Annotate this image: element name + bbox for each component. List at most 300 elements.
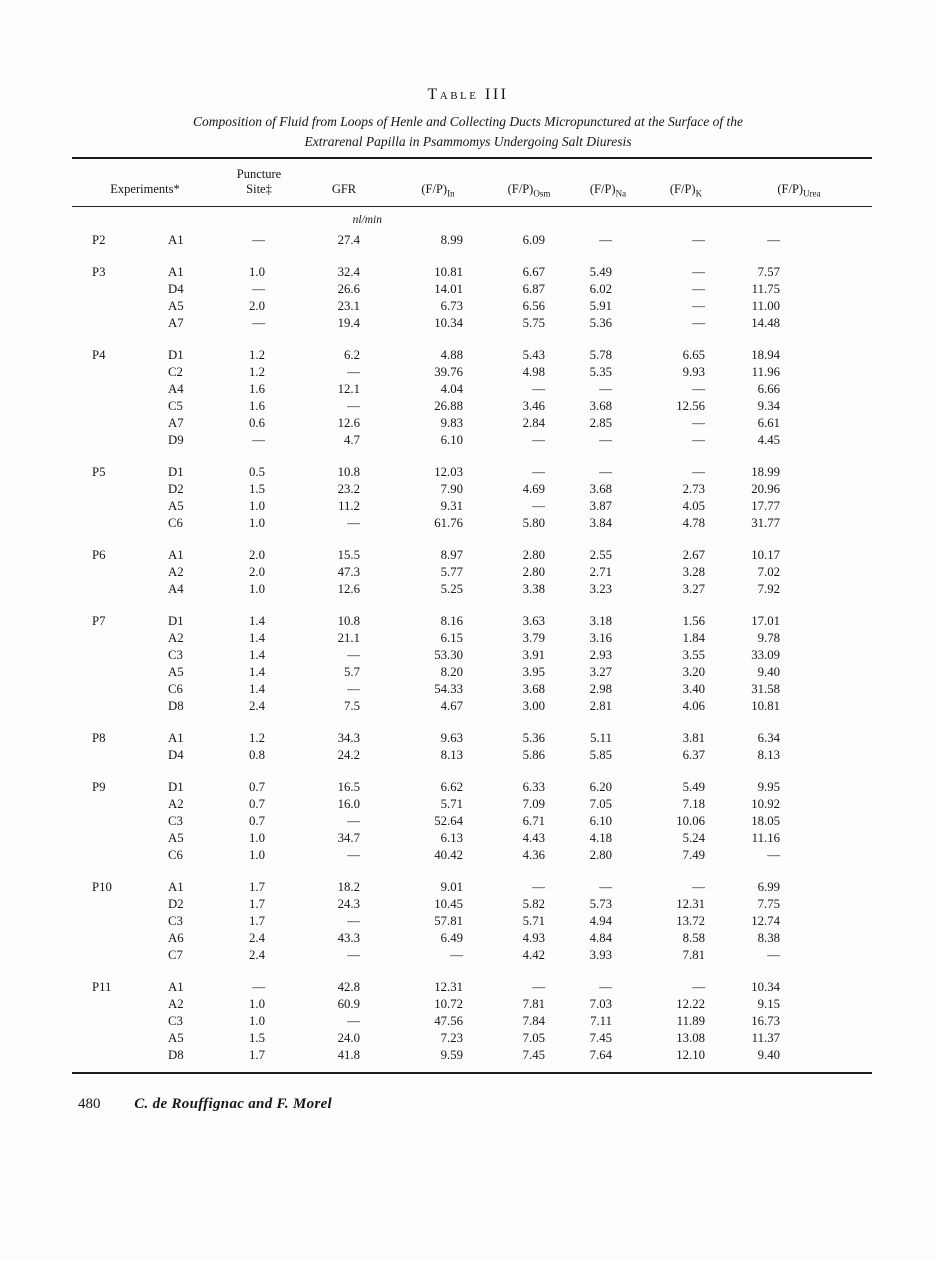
value-cell: 1.4 <box>249 614 265 628</box>
value-cell: — <box>692 980 705 994</box>
value-cell: 10.17 <box>751 548 780 562</box>
value-cell: 33.09 <box>751 648 780 662</box>
value-cell: — <box>347 399 360 413</box>
value-cell: 1.0 <box>249 1014 265 1028</box>
value-cell: 1.2 <box>249 348 265 362</box>
value-cell: 3.00 <box>522 699 545 713</box>
value-cell: 3.28 <box>682 565 705 579</box>
value-cell: 26.6 <box>337 282 360 296</box>
value-cell: 9.31 <box>440 499 463 513</box>
value-cell: — <box>252 282 265 296</box>
value-cell: 6.2 <box>344 348 360 362</box>
value-cell: 9.01 <box>440 880 463 894</box>
value-cell: 2.0 <box>249 548 265 562</box>
table-caption <box>138 112 798 152</box>
value-cell: 1.5 <box>249 482 265 496</box>
table-row <box>72 381 872 398</box>
value-cell: 5.78 <box>589 348 612 362</box>
value-cell: A5 <box>168 831 184 845</box>
value-cell: 7.03 <box>589 997 612 1011</box>
value-cell: A1 <box>168 548 184 562</box>
value-cell: 4.43 <box>522 831 545 845</box>
value-cell: 4.06 <box>682 699 705 713</box>
value-cell: — <box>692 433 705 447</box>
value-cell: 4.98 <box>522 365 545 379</box>
value-cell: 3.16 <box>589 631 612 645</box>
value-cell: 2.71 <box>589 565 612 579</box>
page-number: 480 <box>78 1096 101 1112</box>
value-cell: — <box>532 980 545 994</box>
value-cell: 5.24 <box>682 831 705 845</box>
value-cell: 53.30 <box>434 648 463 662</box>
value-cell: 1.0 <box>249 265 265 279</box>
value-cell: 16.73 <box>751 1014 780 1028</box>
value-cell: 4.88 <box>440 348 463 362</box>
value-cell: — <box>532 382 545 396</box>
value-cell: — <box>252 980 265 994</box>
value-cell: 3.40 <box>682 682 705 696</box>
value-cell: 18.05 <box>751 814 780 828</box>
experiment-label-cell: P6 <box>92 548 106 562</box>
value-cell: — <box>532 465 545 479</box>
value-cell: 5.25 <box>440 582 463 596</box>
value-cell: A2 <box>168 797 184 811</box>
value-cell: 6.02 <box>589 282 612 296</box>
value-cell: 14.48 <box>751 316 780 330</box>
experiment-label-cell <box>72 515 140 532</box>
value-cell: D2 <box>168 897 184 911</box>
value-cell: 10.34 <box>434 316 463 330</box>
value-cell: 60.9 <box>337 997 360 1011</box>
value-cell: 1.2 <box>249 365 265 379</box>
value-cell: 2.4 <box>249 699 265 713</box>
value-cell: 54.33 <box>434 682 463 696</box>
value-cell: 4.18 <box>589 831 612 845</box>
value-cell: 4.05 <box>682 499 705 513</box>
table-row <box>72 930 872 947</box>
value-cell: 9.40 <box>757 1048 780 1062</box>
value-cell: 5.77 <box>440 565 463 579</box>
value-cell: — <box>347 914 360 928</box>
fp-osm-header: $(F/P)_{Osm}$ <box>488 158 570 207</box>
value-cell: 7.18 <box>682 797 705 811</box>
value-cell: — <box>692 299 705 313</box>
value-cell: 7.81 <box>682 948 705 962</box>
value-cell: C6 <box>168 682 183 696</box>
value-cell: 7.09 <box>522 797 545 811</box>
value-cell: — <box>532 433 545 447</box>
value-cell: 11.96 <box>751 365 780 379</box>
value-cell: 2.67 <box>682 548 705 562</box>
value-cell: A4 <box>168 582 184 596</box>
value-cell: 12.1 <box>337 382 360 396</box>
value-cell: 1.6 <box>249 382 265 396</box>
fp-na-header: $(F/P)_{Na}$ <box>570 158 646 207</box>
value-cell: 19.4 <box>337 316 360 330</box>
caption-line-1: Composition of Fluid from Loops of Henle and Collecting Ducts Micropunctured at the Surface of the <box>192 114 744 129</box>
table-row <box>72 847 872 864</box>
value-cell: 26.88 <box>434 399 463 413</box>
experiments-header: Experiments* <box>72 158 218 207</box>
experiment-label-cell: P3 <box>92 265 106 279</box>
page-footer <box>78 1096 332 1113</box>
value-cell: 1.0 <box>249 582 265 596</box>
value-cell: 2.93 <box>589 648 612 662</box>
value-cell: 6.61 <box>757 416 780 430</box>
value-cell: 1.0 <box>249 516 265 530</box>
value-cell: 32.4 <box>337 265 360 279</box>
value-cell: 5.82 <box>522 897 545 911</box>
value-cell: — <box>347 682 360 696</box>
value-cell: 7.84 <box>522 1014 545 1028</box>
value-cell: 1.4 <box>249 682 265 696</box>
experiment-label-cell <box>72 298 140 315</box>
value-cell: — <box>532 499 545 513</box>
value-cell: 41.8 <box>337 1048 360 1062</box>
table-row <box>72 332 872 364</box>
value-cell: D4 <box>168 282 184 296</box>
value-cell: 4.45 <box>757 433 780 447</box>
value-cell: 10.8 <box>337 614 360 628</box>
value-cell: 34.7 <box>337 831 360 845</box>
value-cell: — <box>692 880 705 894</box>
value-cell: A2 <box>168 631 184 645</box>
value-cell: 8.13 <box>440 748 463 762</box>
experiment-label-cell <box>72 796 140 813</box>
value-cell: 6.49 <box>440 931 463 945</box>
value-cell: 15.5 <box>337 548 360 562</box>
experiment-label-cell <box>72 647 140 664</box>
value-cell: 9.83 <box>440 416 463 430</box>
value-cell: 2.4 <box>249 948 265 962</box>
value-cell: 9.95 <box>757 780 780 794</box>
value-cell: 5.36 <box>589 316 612 330</box>
value-cell: 0.7 <box>249 780 265 794</box>
value-cell: A6 <box>168 931 184 945</box>
value-cell: — <box>767 233 780 247</box>
value-cell: A5 <box>168 1031 184 1045</box>
value-cell: 10.81 <box>434 265 463 279</box>
value-cell: 1.0 <box>249 499 265 513</box>
table-row <box>72 896 872 913</box>
value-cell: 5.43 <box>522 348 545 362</box>
value-cell: 11.37 <box>751 1031 780 1045</box>
experiment-label-cell <box>72 315 140 332</box>
value-cell: 7.81 <box>522 997 545 1011</box>
value-cell: — <box>252 316 265 330</box>
value-cell: 2.0 <box>249 299 265 313</box>
value-cell: 2.73 <box>682 482 705 496</box>
value-cell: 3.27 <box>589 665 612 679</box>
value-cell: 2.0 <box>249 565 265 579</box>
fp-k-header: $(F/P)_K$ <box>646 158 726 207</box>
value-cell: D4 <box>168 748 184 762</box>
value-cell: A2 <box>168 997 184 1011</box>
table-row <box>72 664 872 681</box>
value-cell: 1.5 <box>249 1031 265 1045</box>
table-row <box>72 1030 872 1047</box>
value-cell: 3.87 <box>589 499 612 513</box>
value-cell: 6.09 <box>522 233 545 247</box>
value-cell: 39.76 <box>434 365 463 379</box>
value-cell: 52.64 <box>434 814 463 828</box>
value-cell: 13.72 <box>676 914 705 928</box>
value-cell: 1.84 <box>682 631 705 645</box>
value-cell: — <box>252 433 265 447</box>
value-cell: 6.62 <box>440 780 463 794</box>
table-container <box>72 157 872 1074</box>
table-row <box>72 864 872 896</box>
value-cell: 6.67 <box>522 265 545 279</box>
value-cell: 10.92 <box>751 797 780 811</box>
value-cell: 0.7 <box>249 797 265 811</box>
table-row <box>72 830 872 847</box>
value-cell: 1.7 <box>249 897 265 911</box>
value-cell: D1 <box>168 465 184 479</box>
value-cell: D8 <box>168 1048 184 1062</box>
experiment-label-cell: P11 <box>92 980 112 994</box>
value-cell: 31.58 <box>751 682 780 696</box>
value-cell: A1 <box>168 265 184 279</box>
experiment-label-cell <box>72 947 140 964</box>
value-cell: A7 <box>168 416 184 430</box>
experiment-label-cell <box>72 896 140 913</box>
value-cell: 34.3 <box>337 731 360 745</box>
caption-line-2: Extrarenal Papilla in Psammomys Undergoing Salt Diuresis <box>304 134 632 149</box>
experiment-label-cell <box>72 630 140 647</box>
gfr-header: GFR <box>300 158 388 207</box>
value-cell: 6.20 <box>589 780 612 794</box>
value-cell: 6.71 <box>522 814 545 828</box>
value-cell: 5.86 <box>522 748 545 762</box>
value-cell: 1.4 <box>249 648 265 662</box>
value-cell: 12.74 <box>751 914 780 928</box>
value-cell: 8.20 <box>440 665 463 679</box>
value-cell: 47.56 <box>434 1014 463 1028</box>
value-cell: A5 <box>168 499 184 513</box>
value-cell: 12.03 <box>434 465 463 479</box>
running-authors: C. de Rouffignac and F. Morel <box>134 1096 333 1112</box>
value-cell: 5.85 <box>589 748 612 762</box>
gfr-units-label: nl/min <box>352 214 382 226</box>
value-cell: 6.34 <box>757 731 780 745</box>
experiment-label-cell <box>72 1030 140 1047</box>
table-row <box>72 498 872 515</box>
experiment-label-cell <box>72 747 140 764</box>
value-cell: 12.6 <box>337 582 360 596</box>
value-cell: 10.8 <box>337 465 360 479</box>
table-title: Table III <box>427 86 509 103</box>
value-cell: 12.6 <box>337 416 360 430</box>
value-cell: 4.67 <box>440 699 463 713</box>
experiment-label-cell <box>72 698 140 715</box>
value-cell: 3.81 <box>682 731 705 745</box>
fp-in-header: $(F/P)_{In}$ <box>388 158 488 207</box>
value-cell: 4.04 <box>440 382 463 396</box>
table-row <box>72 681 872 698</box>
value-cell: A1 <box>168 980 184 994</box>
value-cell: 5.49 <box>682 780 705 794</box>
value-cell: 9.93 <box>682 365 705 379</box>
value-cell: 3.63 <box>522 614 545 628</box>
value-cell: 5.35 <box>589 365 612 379</box>
value-cell: 12.56 <box>676 399 705 413</box>
value-cell: — <box>599 980 612 994</box>
value-cell: 2.80 <box>522 565 545 579</box>
value-cell: 5.71 <box>522 914 545 928</box>
value-cell: A1 <box>168 233 184 247</box>
experiment-label-cell <box>72 481 140 498</box>
value-cell: — <box>599 433 612 447</box>
value-cell: 3.93 <box>589 948 612 962</box>
value-cell: — <box>347 1014 360 1028</box>
value-cell: 7.57 <box>757 265 780 279</box>
value-cell: 5.36 <box>522 731 545 745</box>
value-cell: — <box>347 648 360 662</box>
table-row <box>72 581 872 598</box>
value-cell: 0.5 <box>249 465 265 479</box>
value-cell: 24.0 <box>337 1031 360 1045</box>
value-cell: 24.2 <box>337 748 360 762</box>
experiment-label-cell: P10 <box>92 880 112 894</box>
table-row <box>72 449 872 481</box>
table-row <box>72 1047 872 1073</box>
value-cell: D2 <box>168 482 184 496</box>
value-cell: — <box>692 416 705 430</box>
value-cell: 1.7 <box>249 1048 265 1062</box>
value-cell: C5 <box>168 399 183 413</box>
value-cell: 8.38 <box>757 931 780 945</box>
value-cell: — <box>347 948 360 962</box>
value-cell: 0.7 <box>249 814 265 828</box>
value-cell: D1 <box>168 614 184 628</box>
value-cell: 1.56 <box>682 614 705 628</box>
value-cell: — <box>767 848 780 862</box>
experiment-label-cell: P8 <box>92 731 106 745</box>
value-cell: 7.49 <box>682 848 705 862</box>
value-cell: 3.84 <box>589 516 612 530</box>
value-cell: 8.99 <box>440 233 463 247</box>
value-cell: — <box>692 465 705 479</box>
value-cell: 2.84 <box>522 416 545 430</box>
value-cell: 31.77 <box>751 516 780 530</box>
value-cell: A1 <box>168 731 184 745</box>
value-cell: 7.64 <box>589 1048 612 1062</box>
value-cell: 7.23 <box>440 1031 463 1045</box>
value-cell: 5.71 <box>440 797 463 811</box>
value-cell: 10.81 <box>751 699 780 713</box>
value-cell: — <box>347 848 360 862</box>
experiment-label-cell <box>72 281 140 298</box>
value-cell: C6 <box>168 516 183 530</box>
table-row <box>72 281 872 298</box>
value-cell: 5.91 <box>589 299 612 313</box>
value-cell: 43.3 <box>337 931 360 945</box>
value-cell: C3 <box>168 648 183 662</box>
table-row <box>72 315 872 332</box>
value-cell: A5 <box>168 665 184 679</box>
value-cell: 4.36 <box>522 848 545 862</box>
value-cell: — <box>347 365 360 379</box>
value-cell: 7.45 <box>522 1048 545 1062</box>
value-cell: 23.1 <box>337 299 360 313</box>
value-cell: 0.8 <box>249 748 265 762</box>
experiment-label-cell: P5 <box>92 465 106 479</box>
value-cell: 2.81 <box>589 699 612 713</box>
table-row <box>72 598 872 630</box>
experiment-label-cell: P7 <box>92 614 106 628</box>
value-cell: 47.3 <box>337 565 360 579</box>
value-cell: 10.06 <box>676 814 705 828</box>
value-cell: 1.7 <box>249 914 265 928</box>
value-cell: D9 <box>168 433 184 447</box>
value-cell: — <box>692 382 705 396</box>
value-cell: 14.01 <box>434 282 463 296</box>
experiment-label-cell <box>72 830 140 847</box>
value-cell: 4.42 <box>522 948 545 962</box>
value-cell: — <box>692 316 705 330</box>
value-cell: D8 <box>168 699 184 713</box>
value-cell: 17.01 <box>751 614 780 628</box>
table-row <box>72 698 872 715</box>
value-cell: 5.11 <box>590 731 612 745</box>
value-cell: 1.4 <box>249 631 265 645</box>
value-cell: 3.68 <box>522 682 545 696</box>
value-cell: 8.16 <box>440 614 463 628</box>
value-cell: — <box>599 880 612 894</box>
value-cell: 8.13 <box>757 748 780 762</box>
value-cell: 5.80 <box>522 516 545 530</box>
value-cell: 6.10 <box>589 814 612 828</box>
value-cell: A1 <box>168 880 184 894</box>
table-body <box>72 207 872 1074</box>
value-cell: 7.45 <box>589 1031 612 1045</box>
value-cell: — <box>532 880 545 894</box>
table-row <box>72 715 872 747</box>
value-cell: 7.11 <box>590 1014 612 1028</box>
value-cell: — <box>252 233 265 247</box>
value-cell: 9.63 <box>440 731 463 745</box>
value-cell: 2.4 <box>249 931 265 945</box>
value-cell: 3.55 <box>682 648 705 662</box>
value-cell: 6.10 <box>440 433 463 447</box>
puncture-site-header: Puncture Site‡ <box>218 158 300 207</box>
experiment-label-cell <box>72 1047 140 1073</box>
table-row <box>72 747 872 764</box>
value-cell: D1 <box>168 348 184 362</box>
table-row <box>72 1013 872 1030</box>
value-cell: 40.42 <box>434 848 463 862</box>
value-cell: 4.7 <box>344 433 360 447</box>
value-cell: 9.59 <box>440 1048 463 1062</box>
value-cell: 10.34 <box>751 980 780 994</box>
experiment-label-cell <box>72 1013 140 1030</box>
value-cell: 6.73 <box>440 299 463 313</box>
value-cell: — <box>599 233 612 247</box>
experiment-label-cell: P4 <box>92 348 106 362</box>
experiment-label-cell <box>72 415 140 432</box>
value-cell: 7.5 <box>344 699 360 713</box>
value-cell: 12.31 <box>676 897 705 911</box>
value-cell: 13.08 <box>676 1031 705 1045</box>
value-cell: 11.2 <box>338 499 360 513</box>
value-cell: 9.78 <box>757 631 780 645</box>
value-cell: 3.91 <box>522 648 545 662</box>
value-cell: 7.05 <box>522 1031 545 1045</box>
value-cell: 1.0 <box>249 831 265 845</box>
experiment-label-cell <box>72 581 140 598</box>
value-cell: 16.0 <box>337 797 360 811</box>
